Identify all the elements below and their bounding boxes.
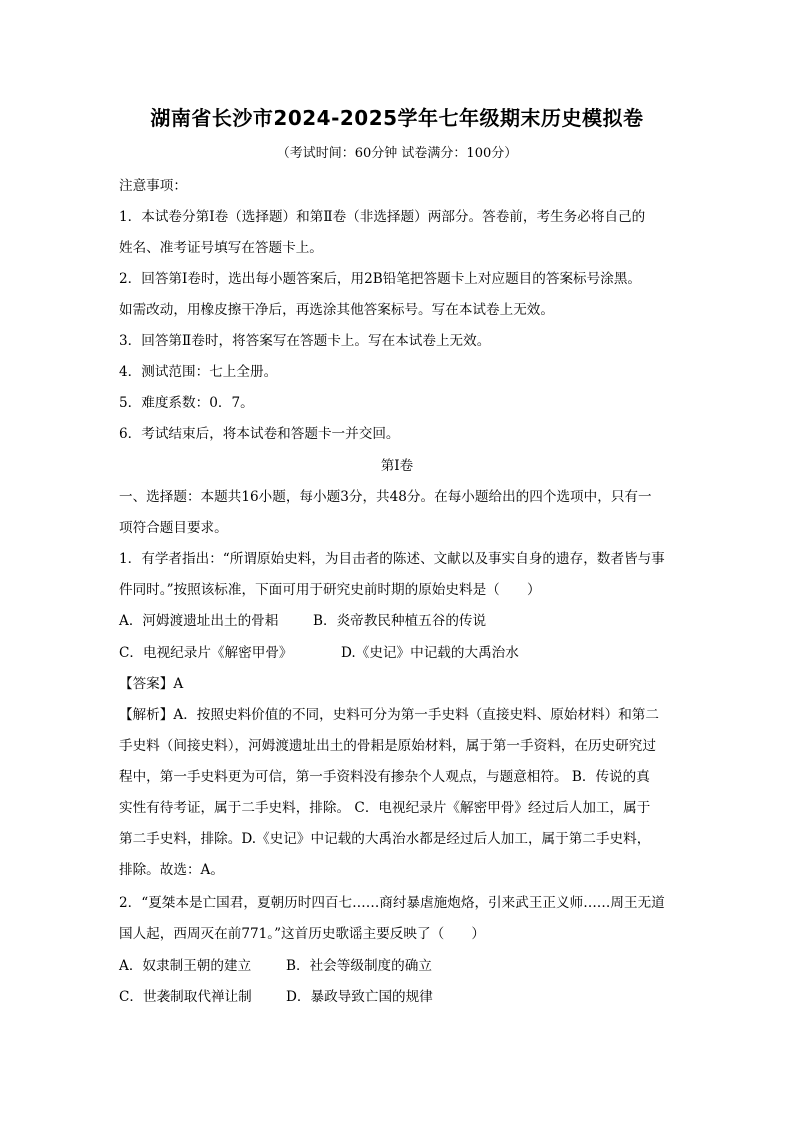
notes-line: 6．考试结束后，将本试卷和答题卡一并交回。: [119, 426, 400, 442]
notes-line: 4．测试范围：七上全册。: [119, 364, 278, 380]
exam-info: （考试时间：60分钟 试卷满分：100分）: [276, 146, 518, 161]
notes-heading: 注意事项：: [119, 178, 187, 194]
notes-line: 1．本试卷分第Ⅰ卷（选择题）和第Ⅱ卷（非选择题）两部分。答卷前，考生务必将自己的: [119, 209, 646, 225]
section-intro: 项符合题目要求。: [119, 520, 228, 536]
section-label: 第Ⅰ卷: [380, 458, 414, 474]
section-intro: 一、选择题：本题共16小题，每小题3分，共48分。在每小题给出的四个选项中，只有一: [119, 489, 652, 505]
question-1-analysis: 实性有待考证，属于二手史料，排除。 C．电视纪录片《解密甲骨》经过后人加工，属于: [119, 800, 651, 816]
notes-line: 如需改动，用橡皮擦干净后，再选涂其他答案标号。写在本试卷上无效。: [119, 302, 554, 318]
question-2-stem: 2．“夏桀本是亡国君，夏朝历时四百七……商纣暴虐施炮烙，引来武王正义师……周王无道: [119, 895, 665, 911]
question-1-analysis: 手史料（间接史料），河姆渡遗址出土的骨耜是原始材料，属于第一手资料，在历史研究过: [119, 738, 656, 754]
question-1-analysis: 程中，第一手史料更为可信，第一手资料没有掺杂个人观点，与题意相符。 B．传说的真: [119, 769, 650, 785]
question-1-stem: 件同时。”按照该标准，下面可用于研究史前时期的原始史料是（ ）: [119, 582, 541, 598]
notes-line: 姓名、准考证号填写在答题卡上。: [119, 240, 323, 256]
question-1-analysis: 第二手史料，排除。D.《史记》中记载的大禹治水都是经过后人加工，属于第二手史料，: [119, 831, 651, 847]
question-1-option-b: B．炎帝教民种植五谷的传说: [313, 613, 487, 629]
question-1-option-c: C．电视纪录片《解密甲骨》: [119, 645, 293, 661]
question-1-analysis: 【解析】A．按照史料价值的不同，史料可分为第一手史料（直接史料、原始材料）和第二: [119, 707, 659, 723]
question-1-option-a: A．河姆渡遗址出土的骨耜: [119, 613, 279, 629]
question-2-option-c: C．世袭制取代禅让制: [119, 989, 252, 1005]
notes-line: 2．回答第Ⅰ卷时，选出每小题答案后，用2B铅笔把答题卡上对应题目的答案标号涂黑。: [119, 271, 642, 287]
notes-line: 3．回答第Ⅱ卷时，将答案写在答题卡上。写在本试卷上无效。: [119, 333, 491, 349]
question-2-option-d: D．暴政导致亡国的规律: [286, 989, 433, 1005]
question-1-option-d: D.《史记》中记载的大禹治水: [341, 645, 519, 661]
question-2-option-a: A．奴隶制王朝的建立: [119, 958, 252, 974]
question-2-stem: 国人起，西周灭在前771。”这首历史歌谣主要反映了（ ）: [119, 926, 485, 942]
notes-line: 5．难度系数：0．7。: [119, 395, 254, 411]
page-title: 湖南省长沙市2024-2025学年七年级期末历史模拟卷: [150, 106, 644, 130]
question-1-analysis: 排除。故选：A。: [119, 862, 224, 878]
question-1-stem: 1．有学者指出：“所谓原始史料，为目击者的陈述、文献以及事实自身的遗存，数者皆与事: [119, 551, 665, 567]
question-1-answer: 【答案】A: [119, 676, 184, 692]
question-2-option-b: B．社会等级制度的确立: [286, 958, 432, 974]
